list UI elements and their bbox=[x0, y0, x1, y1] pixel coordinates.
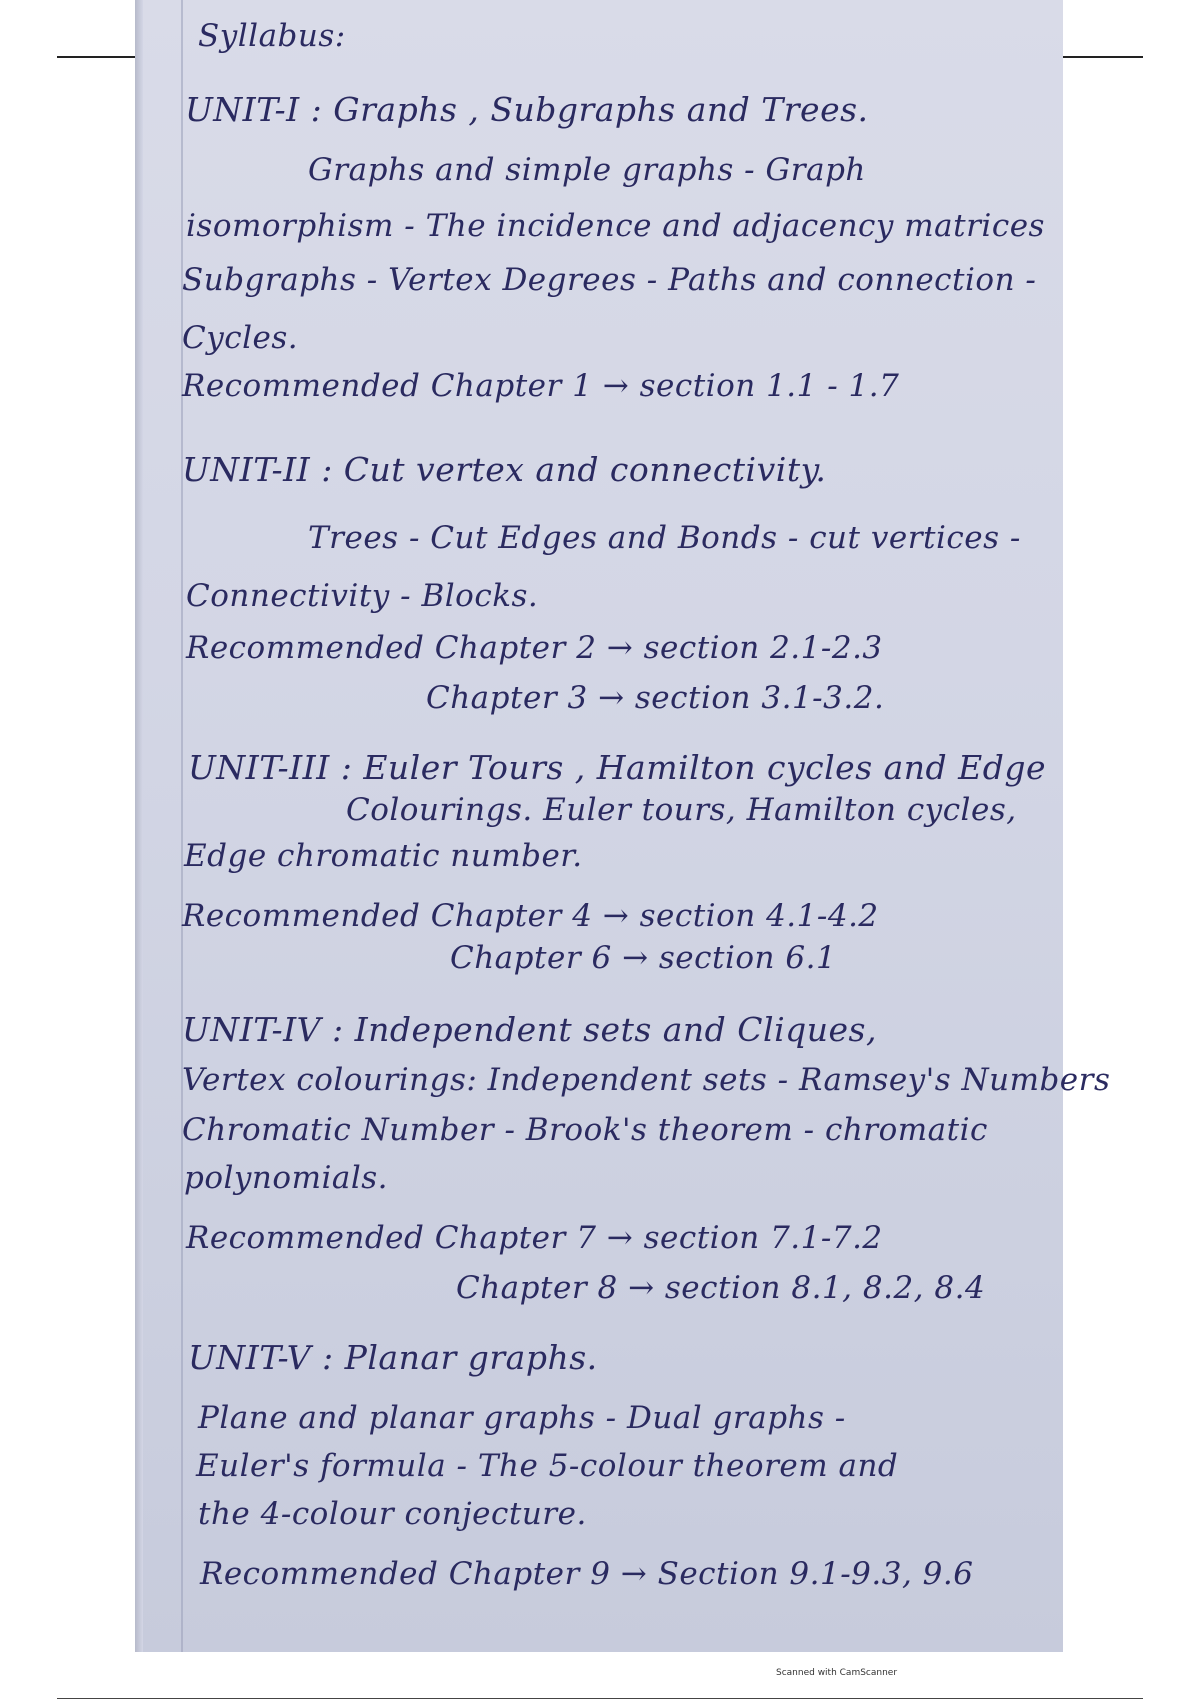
unit-3-recommended: Recommended Chapter 4 → section 4.1-4.2 bbox=[182, 898, 879, 934]
unit-2-heading: UNIT-II : Cut vertex and connectivity. bbox=[182, 450, 827, 489]
bottom-rule bbox=[57, 1698, 1143, 1699]
unit-1-recommended: Recommended Chapter 1 → section 1.1 - 1.7 bbox=[182, 368, 900, 404]
unit-2-recommended: Chapter 3 → section 3.1-3.2. bbox=[426, 680, 885, 716]
page-title: Syllabus: bbox=[198, 18, 346, 54]
top-left-rule bbox=[57, 56, 135, 58]
unit-1-body-line: isomorphism - The incidence and adjacency matrices bbox=[186, 208, 1045, 244]
unit-4-recommended: Recommended Chapter 7 → section 7.1-7.2 bbox=[186, 1220, 883, 1256]
unit-4-body-line: Vertex colourings: Independent sets - Ramsey's Numbers bbox=[182, 1062, 1111, 1098]
unit-5-body-line: Euler's formula - The 5-colour theorem and bbox=[196, 1448, 899, 1484]
unit-1-body-line: Cycles. bbox=[182, 320, 299, 356]
unit-3-recommended: Chapter 6 → section 6.1 bbox=[450, 940, 837, 976]
unit-5-body-line: the 4-colour conjecture. bbox=[198, 1496, 587, 1532]
unit-4-heading: UNIT-IV : Independent sets and Cliques, bbox=[182, 1010, 877, 1049]
unit-4-body-line: Chromatic Number - Brook's theorem - chromatic bbox=[182, 1112, 988, 1148]
unit-3-body-line: Edge chromatic number. bbox=[184, 838, 583, 874]
unit-2-body-line: Connectivity - Blocks. bbox=[186, 578, 539, 614]
unit-3-heading: UNIT-III : Euler Tours , Hamilton cycles and Edge bbox=[188, 748, 1047, 787]
page-edge-shadow bbox=[135, 0, 143, 1652]
unit-1-body-line: Graphs and simple graphs - Graph bbox=[308, 152, 866, 188]
unit-2-body-line: Trees - Cut Edges and Bonds - cut vertices - bbox=[308, 520, 1021, 556]
unit-4-body-line: polynomials. bbox=[184, 1160, 389, 1196]
unit-5-recommended: Recommended Chapter 9 → Section 9.1-9.3, 9.6 bbox=[200, 1556, 974, 1592]
unit-5-heading: UNIT-V : Planar graphs. bbox=[188, 1338, 598, 1377]
unit-1-heading: UNIT-I : Graphs , Subgraphs and Trees. bbox=[185, 90, 869, 129]
unit-1-body-line: Subgraphs - Vertex Degrees - Paths and connection - bbox=[182, 262, 1037, 298]
scanner-watermark: Scanned with CamScanner bbox=[776, 1668, 898, 1678]
unit-4-recommended: Chapter 8 → section 8.1, 8.2, 8.4 bbox=[456, 1270, 986, 1306]
margin-line bbox=[181, 0, 183, 1652]
unit-2-recommended: Recommended Chapter 2 → section 2.1-2.3 bbox=[186, 630, 883, 666]
top-right-rule bbox=[1063, 56, 1143, 58]
unit-5-body-line: Plane and planar graphs - Dual graphs - bbox=[198, 1400, 846, 1436]
unit-3-body-line: Colourings. Euler tours, Hamilton cycles, bbox=[346, 792, 1017, 828]
